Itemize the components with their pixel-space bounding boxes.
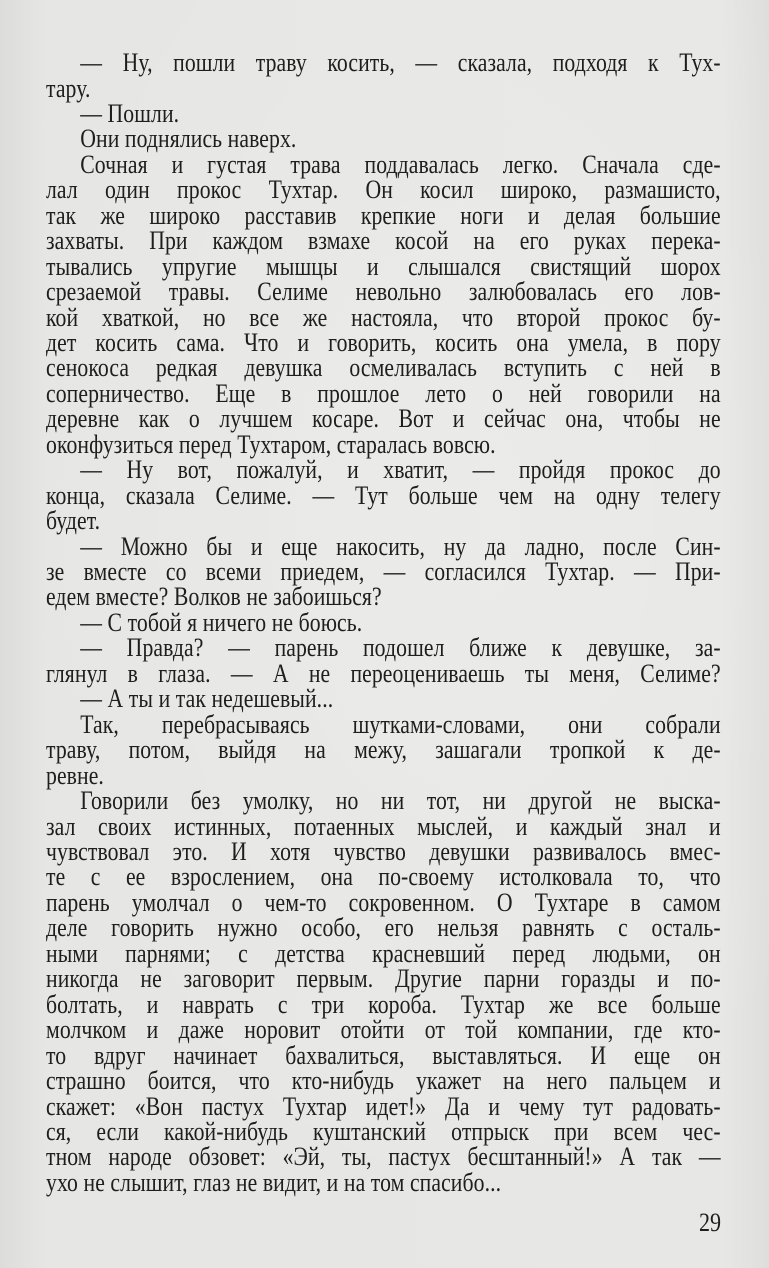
text-line: — С тобой я ничего не боюсь. <box>80 607 363 637</box>
text-line: ся, если какой-нибудь куштанский отпрыск при всем чес- <box>46 1116 721 1146</box>
page-number: 29 <box>699 1208 722 1237</box>
text-line: Сочная и густая трава поддавалась легко. Сначала сде- <box>80 149 721 179</box>
text-line: зе вместе со всеми приедем, — согласился Тухтар. — При- <box>46 557 721 586</box>
text-line: Говорили без умолку, но ни тот, ни другой не выска- <box>80 786 721 815</box>
text-line: так же широко расставив крепкие ноги и делая большие <box>46 200 721 230</box>
text-line: чувствовал это. И хотя чувство девушки развивалось вмес- <box>46 836 721 866</box>
text-line: никогда не заговорит первым. Другие парни горазды и по- <box>46 964 721 994</box>
text-line: молчком и даже норовит отойти от той компании, где кто- <box>46 1015 721 1045</box>
text-line: лал один прокос Тухтар. Он косил широко, размашисто, <box>46 175 721 205</box>
text-line: сенокоса редкая девушка осмеливалась вступить с ней в <box>46 353 721 383</box>
text-line: конца, сказала Селиме. — Тут больше чем на одну телегу <box>46 480 721 510</box>
text-line: болтать, и наврать с три короба. Тухтар же все больше <box>46 989 721 1019</box>
text-line: скажет: «Вон пастух Тухтар идет!» Да и чему тут радовать- <box>46 1091 721 1121</box>
body-text <box>46 0 721 1268</box>
text-line: деле говорить нужно особо, его нельзя равнять с осталь- <box>46 913 721 943</box>
text-line: оконфузиться перед Тухтаром, старалась вовсю. <box>46 429 496 459</box>
text-line: парень умолчал о чем-то сокровенном. О Тухтаре в самом <box>46 887 721 917</box>
text-line: соперничество. Еще в прошлое лето о ней говорили на <box>46 378 721 408</box>
text-line: срезаемой травы. Селиме невольно залюбовалась его лов- <box>46 277 721 306</box>
text-line: Они поднялись наверх. <box>80 124 297 154</box>
text-line: то вдруг начинает бахвалиться, выставляться. И еще он <box>46 1040 721 1070</box>
text-line: деревне как о лучшем косаре. Вот и сейчас она, чтобы не <box>46 404 721 434</box>
text-line: — А ты и так недешевый... <box>80 684 334 714</box>
text-line: — Правда? — парень подошел ближе к девушке, за- <box>80 633 721 663</box>
text-line: зал своих истинных, потаенных мыслей, и каждый знал и <box>46 811 721 841</box>
text-line: Так, перебрасываясь шутками-словами, они собрали <box>80 709 721 739</box>
text-line: ухо не слышит, глаз не видит, и на том спасибо... <box>46 1167 502 1197</box>
text-line: страшно боится, что кто-нибудь укажет на него пальцем и <box>46 1066 721 1095</box>
text-line: дет косить сама. Что и говорить, косить она умела, в пору <box>46 327 721 357</box>
text-line: глянул в глаза. — А не переоцениваешь ты меня, Селиме? <box>46 658 721 688</box>
text-line: — Ну, пошли траву косить, — сказала, подходя к Тух- <box>80 48 721 77</box>
text-line: кой хваткой, но все же настояла, что второй прокос бу- <box>46 302 721 332</box>
text-line: — Можно бы и еще накосить, ну да ладно, после Син- <box>80 531 721 561</box>
text-line: тывались упругие мышцы и слышался свистящий шорох <box>46 251 721 281</box>
text-line: будет. <box>46 506 101 536</box>
text-line: тару. <box>46 73 91 103</box>
text-line: — Пошли. <box>80 98 180 128</box>
text-line: ными парнями; с детства красневший перед людьми, он <box>46 938 721 968</box>
text-line: захваты. При каждом взмахе косой на его руках перека- <box>46 226 721 256</box>
text-line: те с ее взрослением, она по-своему истолковала то, что <box>46 862 721 892</box>
text-line: едем вместе? Волков не забоишься? <box>46 582 382 612</box>
text-line: — Ну вот, пожалуй, и хватит, — пройдя прокос до <box>80 455 721 485</box>
text-line: траву, потом, выйдя на межу, зашагали тропкой к де- <box>46 735 721 765</box>
text-line: тном народе обзовет: «Эй, ты, пастух бесштанный!» А так — <box>46 1142 721 1172</box>
text-line: ревне. <box>46 760 104 790</box>
